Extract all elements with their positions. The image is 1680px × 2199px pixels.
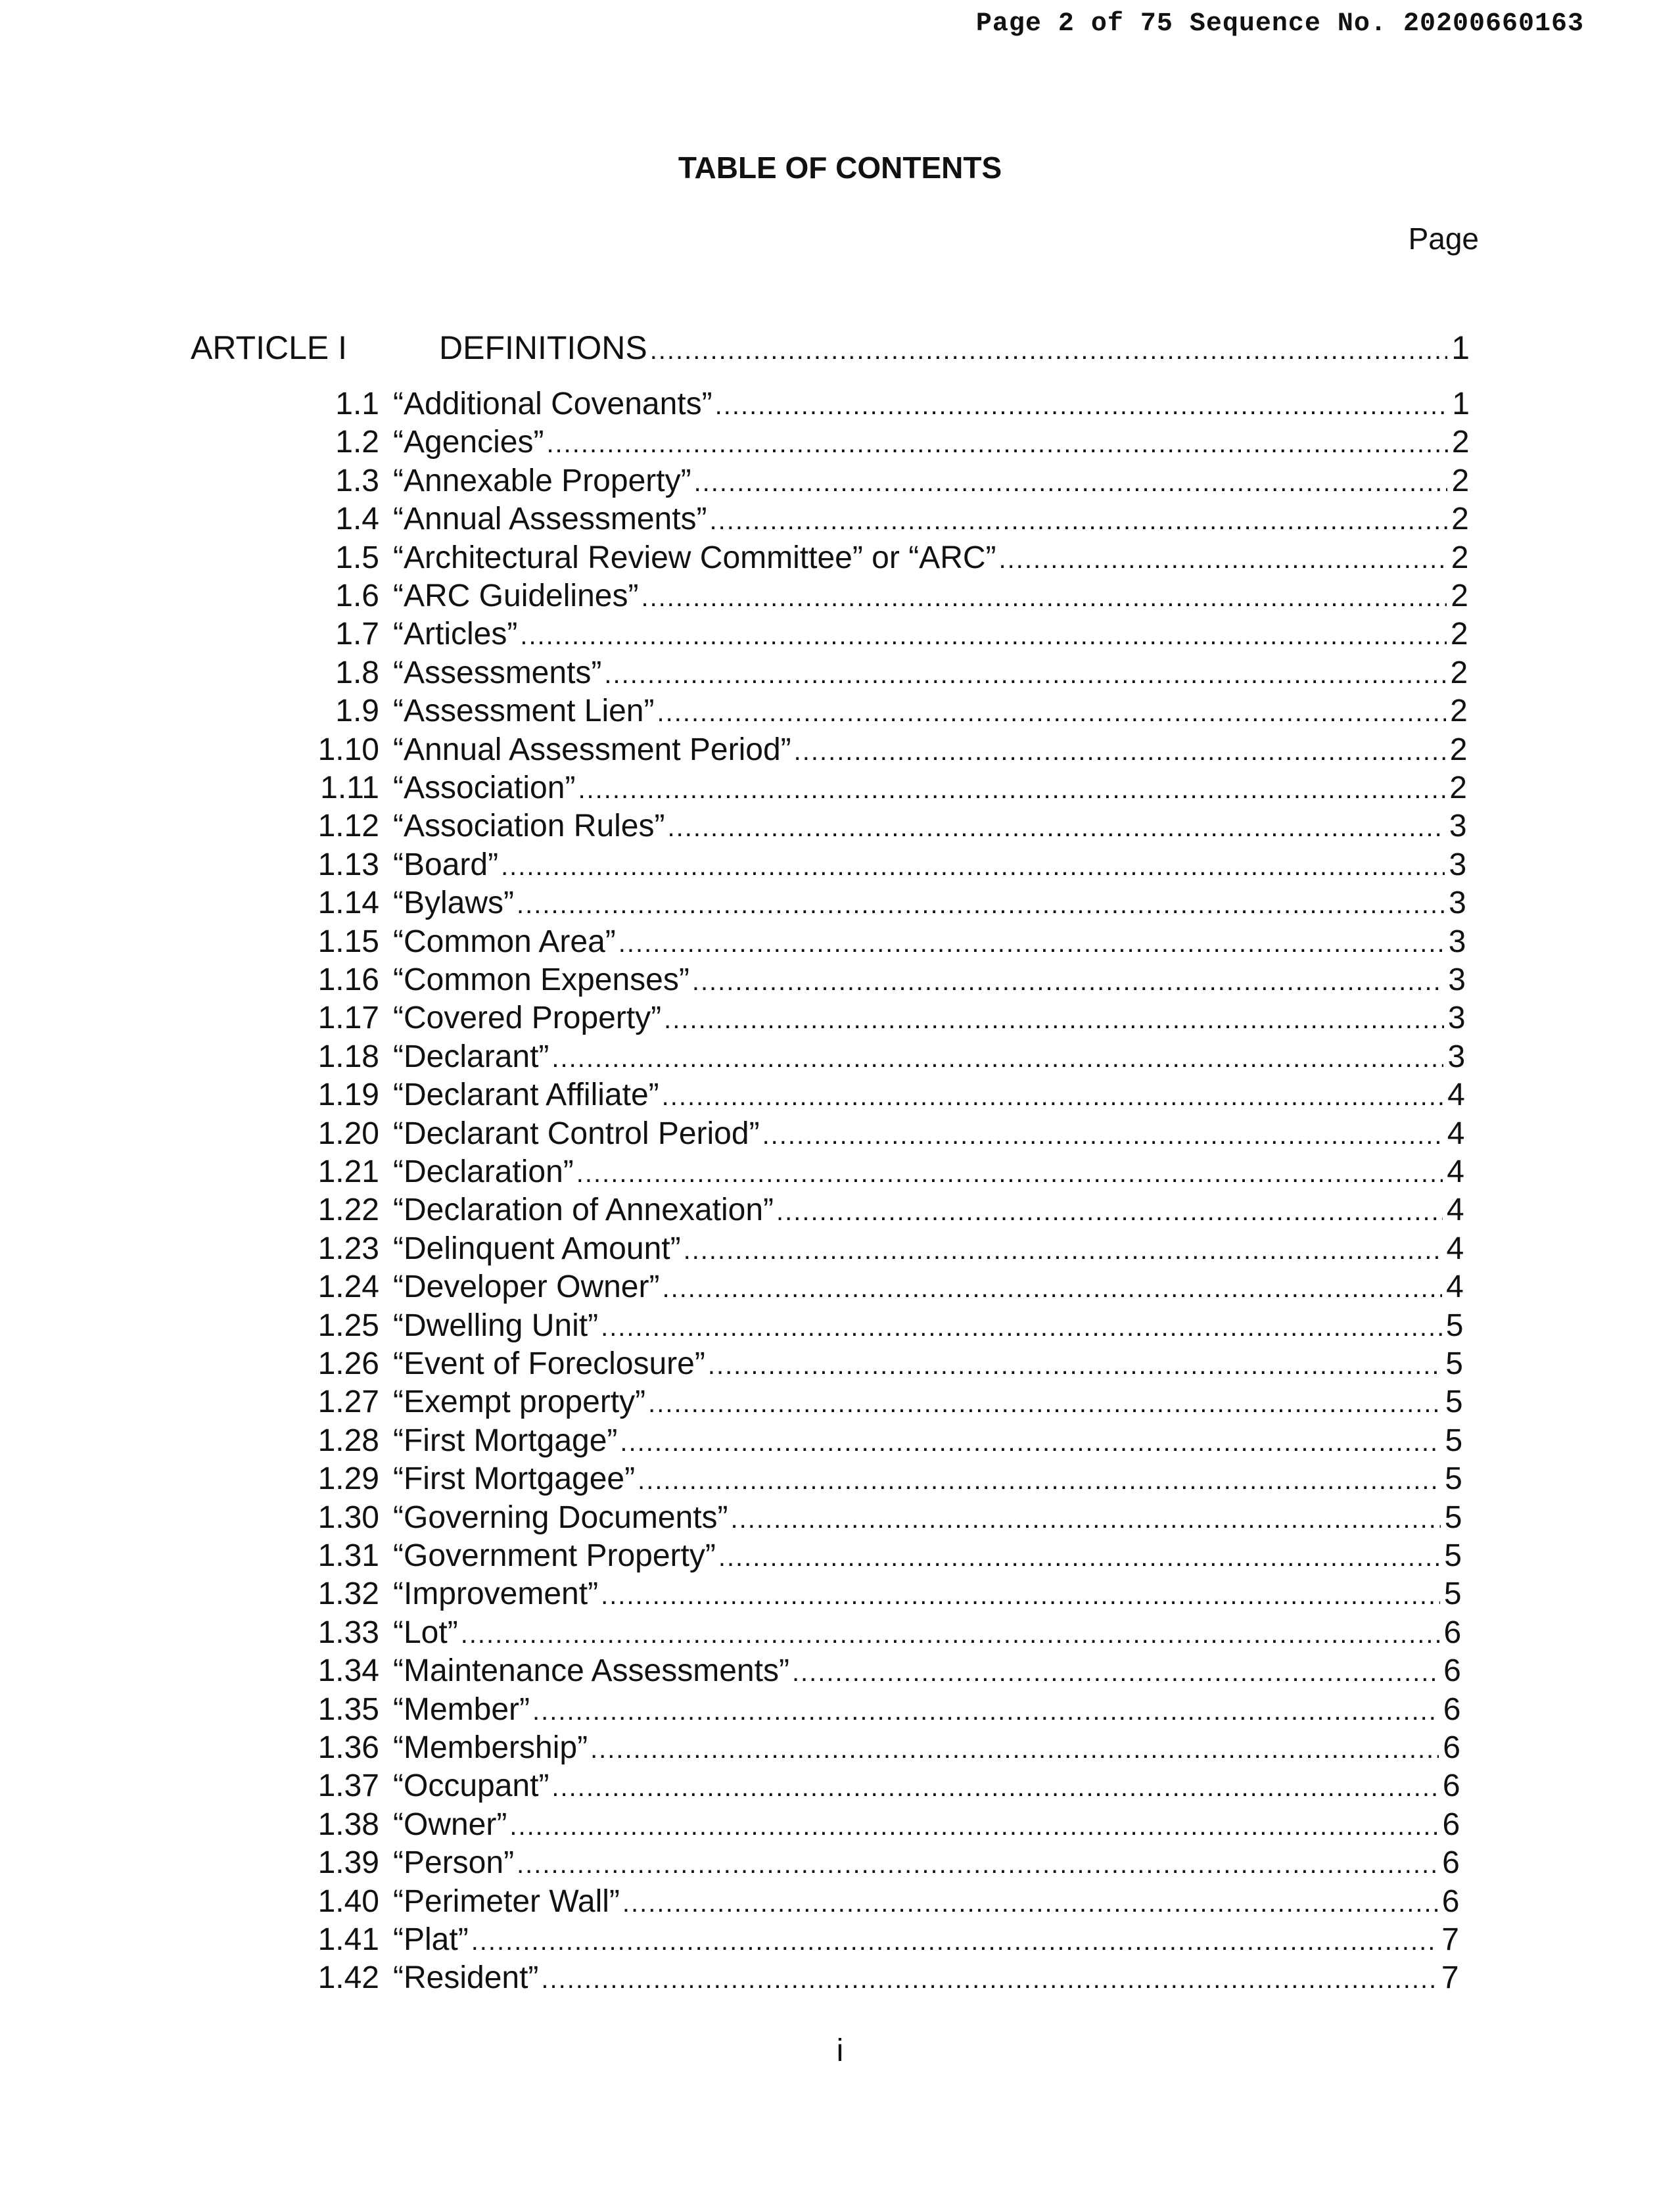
dot-leader	[648, 1384, 1441, 1423]
toc-entry-number: 1.27	[317, 1384, 379, 1419]
toc-entry-page: 3	[1449, 809, 1467, 843]
toc-entry-title: “Articles”	[393, 617, 518, 651]
toc-entry-title: “Declaration of Annexation”	[393, 1193, 774, 1227]
toc-entry-page: 5	[1445, 1461, 1462, 1496]
dot-leader	[662, 1269, 1442, 1308]
toc-entry-number: 1.10	[317, 732, 379, 767]
toc-entry-row	[393, 577, 1468, 615]
toc-entry-title: “Membership”	[393, 1730, 588, 1765]
toc-entry-title: “Bylaws”	[393, 886, 515, 920]
toc-entry-title: “Exempt property”	[393, 1384, 646, 1419]
toc-entry-page: 3	[1448, 924, 1466, 959]
toc-entry-row	[393, 1460, 1462, 1498]
toc-entry-page: 7	[1441, 1960, 1459, 1995]
dot-leader	[501, 847, 1445, 886]
toc-entry-page: 5	[1444, 1500, 1462, 1535]
toc-entry-page: 6	[1443, 1730, 1460, 1765]
toc-entry-title: “Delinquent Amount”	[393, 1231, 681, 1266]
toc-entry-row	[393, 769, 1467, 807]
toc-entry-row	[393, 1422, 1462, 1460]
toc-entry-row	[393, 1844, 1460, 1882]
toc-entry-number: 1.34	[317, 1653, 379, 1688]
toc-entry-number: 1.31	[317, 1538, 379, 1573]
toc-entry-title: “First Mortgage”	[393, 1423, 618, 1458]
toc-entry-title: “Assessment Lien”	[393, 694, 655, 728]
toc-entry-page: 2	[1450, 694, 1468, 728]
toc-entry-title: “Common Expenses”	[393, 962, 689, 997]
toc-entry-page: 3	[1449, 886, 1466, 920]
toc-entry-number: 1.6	[335, 579, 379, 613]
toc-entry-page: 6	[1442, 1845, 1460, 1880]
toc-entry-page: 5	[1445, 1346, 1463, 1381]
toc-entry-number: 1.15	[317, 924, 379, 959]
dot-leader	[532, 1692, 1439, 1730]
toc-entry-row	[393, 1268, 1464, 1306]
toc-entry-row	[393, 846, 1466, 884]
toc-entry-title: “Architectural Review Committee” or “ARC”	[393, 540, 996, 575]
dot-leader	[715, 387, 1449, 425]
dot-leader	[578, 770, 1445, 809]
dot-leader	[657, 694, 1446, 732]
toc-entry-title: “ARC Guidelines”	[393, 579, 639, 613]
dot-leader	[618, 924, 1445, 962]
toc-entry-page: 4	[1446, 1269, 1464, 1304]
toc-entry-number: 1.9	[335, 694, 379, 728]
dot-leader	[776, 1193, 1443, 1231]
toc-entry-number: 1.3	[335, 463, 379, 498]
toc-entry-number: 1.13	[317, 847, 379, 882]
toc-entry-page: 4	[1447, 1077, 1465, 1112]
dot-leader	[641, 579, 1447, 617]
toc-entry-page: 4	[1446, 1231, 1464, 1266]
dot-leader	[520, 617, 1447, 655]
toc-entry-title: “Additional Covenants”	[393, 387, 712, 421]
toc-entry-number: 1.4	[335, 502, 379, 536]
dot-leader	[471, 1922, 1438, 1960]
toc-entry-page: 3	[1447, 1039, 1466, 1074]
toc-entry-row	[393, 1076, 1465, 1114]
toc-entry-row	[393, 539, 1468, 577]
toc-entry-row	[393, 999, 1466, 1037]
dot-leader	[546, 425, 1447, 463]
toc-entry-row	[393, 692, 1468, 730]
toc-entry-row	[393, 1230, 1464, 1268]
toc-entry-page: 6	[1441, 1884, 1460, 1919]
dot-leader	[551, 1768, 1438, 1807]
dot-leader	[461, 1615, 1440, 1653]
page-column-label: Page	[1408, 222, 1479, 256]
toc-entry-number: 1.29	[317, 1461, 379, 1496]
toc-entry-title: “Board”	[393, 847, 499, 882]
toc-entry-number: 1.39	[317, 1845, 379, 1880]
toc-entry-page: 3	[1449, 847, 1467, 882]
dot-leader	[517, 886, 1445, 924]
toc-title: TABLE OF CONTENTS	[678, 151, 1002, 185]
toc-entry-number: 1.16	[317, 962, 379, 997]
toc-entry-number: 1.40	[317, 1884, 379, 1919]
toc-entry-page: 2	[1449, 732, 1468, 767]
page-sequence-stamp: Page 2 of 75 Sequence No. 20200660163	[975, 9, 1584, 39]
toc-entry-row	[393, 961, 1466, 999]
toc-entry-number: 1.28	[317, 1423, 379, 1458]
toc-entry-row	[393, 884, 1466, 922]
toc-entry-number: 1.42	[317, 1960, 379, 1995]
toc-entry-row	[393, 1729, 1460, 1767]
dot-leader	[999, 540, 1447, 579]
toc-entry-number: 1.36	[317, 1730, 379, 1765]
toc-entry-number: 1.5	[335, 540, 379, 575]
toc-entry-number: 1.41	[317, 1922, 379, 1957]
toc-entry-number: 1.32	[317, 1576, 379, 1611]
toc-entry-page: 2	[1451, 425, 1470, 460]
toc-entry-title: “Assessments”	[393, 655, 602, 690]
toc-entry-number: 1.38	[317, 1807, 379, 1842]
dot-leader	[718, 1538, 1440, 1576]
toc-entry-title: “Association”	[393, 770, 576, 805]
toc-entry-title: “Declarant Control Period”	[393, 1116, 760, 1151]
dot-leader	[694, 463, 1448, 502]
toc-entry-row	[393, 1691, 1460, 1729]
toc-entry-row	[393, 1806, 1460, 1844]
toc-entry-number: 1.19	[317, 1077, 379, 1112]
toc-entry-title: “Declarant”	[393, 1039, 549, 1074]
dot-leader	[517, 1845, 1438, 1883]
toc-entry-page: 6	[1443, 1692, 1461, 1727]
toc-entry-number: 1.2	[335, 425, 379, 460]
toc-entry-title: “Plat”	[393, 1922, 469, 1957]
dot-leader	[576, 1154, 1443, 1193]
dot-leader	[794, 732, 1446, 770]
toc-entry-number: 1.24	[317, 1269, 379, 1304]
dot-leader	[551, 1039, 1443, 1077]
toc-entry-page: 5	[1445, 1423, 1463, 1458]
dot-leader	[604, 655, 1446, 694]
toc-entry-number: 1.35	[317, 1692, 379, 1727]
toc-entry-row	[393, 1115, 1464, 1153]
footer-page-number: i	[836, 2033, 844, 2068]
toc-entry-page: 6	[1442, 1807, 1460, 1842]
toc-entry-row	[393, 1575, 1462, 1613]
toc-entry-page: 2	[1451, 579, 1468, 613]
toc-entry-row	[393, 1038, 1465, 1076]
toc-entry-number: 1.17	[317, 1001, 379, 1035]
toc-entry-title: “Covered Property”	[393, 1001, 662, 1035]
dot-leader	[667, 809, 1445, 847]
toc-entry-title: “First Mortgagee”	[393, 1461, 636, 1496]
dot-leader	[792, 1653, 1439, 1691]
toc-entry-row	[393, 385, 1470, 423]
toc-entry-title: “Annexable Property”	[393, 463, 691, 498]
toc-entry-page: 2	[1451, 540, 1469, 575]
dot-leader	[692, 962, 1444, 1001]
toc-entry-row	[393, 462, 1469, 500]
toc-entry-page: 6	[1442, 1768, 1460, 1803]
toc-entry-number: 1.33	[317, 1615, 379, 1650]
dot-leader	[509, 1807, 1438, 1845]
toc-entry-row	[393, 1767, 1460, 1805]
dot-leader	[710, 502, 1448, 540]
article-number: ARTICLE I	[191, 329, 348, 366]
article-page: 1	[1451, 329, 1470, 366]
article-title: DEFINITIONS	[439, 329, 647, 366]
toc-entry-row	[393, 1191, 1464, 1229]
toc-entry-number: 1.7	[335, 617, 379, 651]
toc-entry-title: “Lot”	[393, 1615, 458, 1650]
toc-entry-number: 1.14	[317, 886, 379, 920]
toc-entry-page: 6	[1443, 1615, 1462, 1650]
toc-entry-title: “Member”	[393, 1692, 530, 1727]
dot-leader	[664, 1001, 1444, 1039]
toc-entry-row	[393, 500, 1469, 538]
toc-entry-row	[393, 1537, 1462, 1575]
toc-entry-row	[393, 615, 1468, 653]
toc-entry-page: 2	[1449, 770, 1467, 805]
dot-leader	[762, 1116, 1443, 1154]
toc-entry-title: “Declarant Affiliate”	[393, 1077, 659, 1112]
dot-leader	[622, 1884, 1438, 1922]
toc-entry-title: “Perimeter Wall”	[393, 1884, 620, 1919]
toc-entry-page: 2	[1450, 655, 1468, 690]
toc-entry-row	[393, 1652, 1461, 1690]
toc-entry-title: “Annual Assessments”	[393, 502, 707, 536]
toc-entry-title: “Event of Foreclosure”	[393, 1346, 705, 1381]
toc-entry-number: 1.26	[317, 1346, 379, 1381]
toc-entry-page: 5	[1445, 1308, 1464, 1343]
toc-entry-row	[393, 1614, 1461, 1652]
toc-entry-row	[393, 731, 1467, 769]
dot-leader	[541, 1960, 1437, 1998]
toc-entry-title: “Developer Owner”	[393, 1269, 660, 1304]
toc-entry-number: 1.8	[335, 655, 379, 690]
toc-entry-page: 4	[1447, 1116, 1465, 1151]
toc-entry-title: “Resident”	[393, 1960, 539, 1995]
toc-entry-row	[393, 1883, 1459, 1921]
toc-entry-number: 1.11	[320, 770, 379, 805]
toc-entry-row	[393, 807, 1467, 845]
toc-entry-title: “Improvement”	[393, 1576, 599, 1611]
toc-entry-number: 1.20	[317, 1116, 379, 1151]
toc-entry-page: 3	[1448, 962, 1466, 997]
dot-leader	[601, 1576, 1440, 1615]
toc-entry-title: “Common Area”	[393, 924, 616, 959]
toc-entry-row	[393, 923, 1466, 961]
toc-entry-number: 1.22	[317, 1193, 379, 1227]
toc-entry-number: 1.12	[317, 809, 379, 843]
toc-entry-title: “Annual Assessment Period”	[393, 732, 791, 767]
dot-leader	[620, 1423, 1441, 1461]
toc-entry-title: “Person”	[393, 1845, 515, 1880]
toc-entry-number: 1.21	[317, 1154, 379, 1189]
toc-entry-row	[393, 1383, 1463, 1421]
toc-entry-row	[393, 1307, 1463, 1345]
toc-entry-number: 1.23	[317, 1231, 379, 1266]
dot-leader	[601, 1308, 1442, 1346]
toc-entry-title: “Owner”	[393, 1807, 507, 1842]
dot-leader	[590, 1730, 1439, 1768]
toc-entry-number: 1.1	[335, 387, 379, 421]
article-row	[439, 329, 1470, 367]
toc-entry-row	[393, 423, 1470, 461]
toc-entry-row	[393, 1153, 1464, 1191]
dot-leader	[638, 1461, 1441, 1500]
toc-entry-page: 6	[1443, 1653, 1461, 1688]
dot-leader	[662, 1077, 1443, 1116]
toc-entry-page: 4	[1447, 1154, 1464, 1189]
toc-entry-title: “Association Rules”	[393, 809, 665, 843]
toc-entry-row	[393, 1959, 1459, 1997]
toc-entry-page: 7	[1441, 1922, 1459, 1957]
toc-entry-number: 1.30	[317, 1500, 379, 1535]
toc-entry-number: 1.37	[317, 1768, 379, 1803]
toc-entry-page: 3	[1447, 1001, 1466, 1035]
toc-entry-page: 5	[1443, 1576, 1462, 1611]
dot-leader	[708, 1346, 1441, 1384]
toc-entry-title: “Governing Documents”	[393, 1500, 728, 1535]
toc-entry-row	[393, 1921, 1459, 1959]
toc-entry-row	[393, 1345, 1463, 1383]
toc-entry-page: 2	[1450, 617, 1468, 651]
toc-entry-page: 2	[1451, 502, 1469, 536]
toc-entry-title: “Declaration”	[393, 1154, 574, 1189]
toc-entry-page: 5	[1445, 1384, 1463, 1419]
dot-leader	[731, 1500, 1441, 1538]
toc-entry-number: 1.25	[317, 1308, 379, 1343]
toc-entry-title: “Maintenance Assessments”	[393, 1653, 789, 1688]
toc-entry-title: “Government Property”	[393, 1538, 716, 1573]
toc-entry-title: “Dwelling Unit”	[393, 1308, 599, 1343]
toc-entry-page: 2	[1451, 463, 1470, 498]
toc-entry-page: 5	[1444, 1538, 1462, 1573]
toc-entry-title: “Agencies”	[393, 425, 544, 460]
dot-leader	[684, 1231, 1443, 1269]
toc-entry-page: 4	[1446, 1193, 1464, 1227]
toc-entry-title: “Occupant”	[393, 1768, 549, 1803]
toc-entry-row	[393, 1499, 1462, 1537]
toc-entry-number: 1.18	[317, 1039, 379, 1074]
dot-leader	[650, 331, 1448, 369]
toc-entry-row	[393, 654, 1468, 692]
toc-entry-page: 1	[1452, 387, 1470, 421]
